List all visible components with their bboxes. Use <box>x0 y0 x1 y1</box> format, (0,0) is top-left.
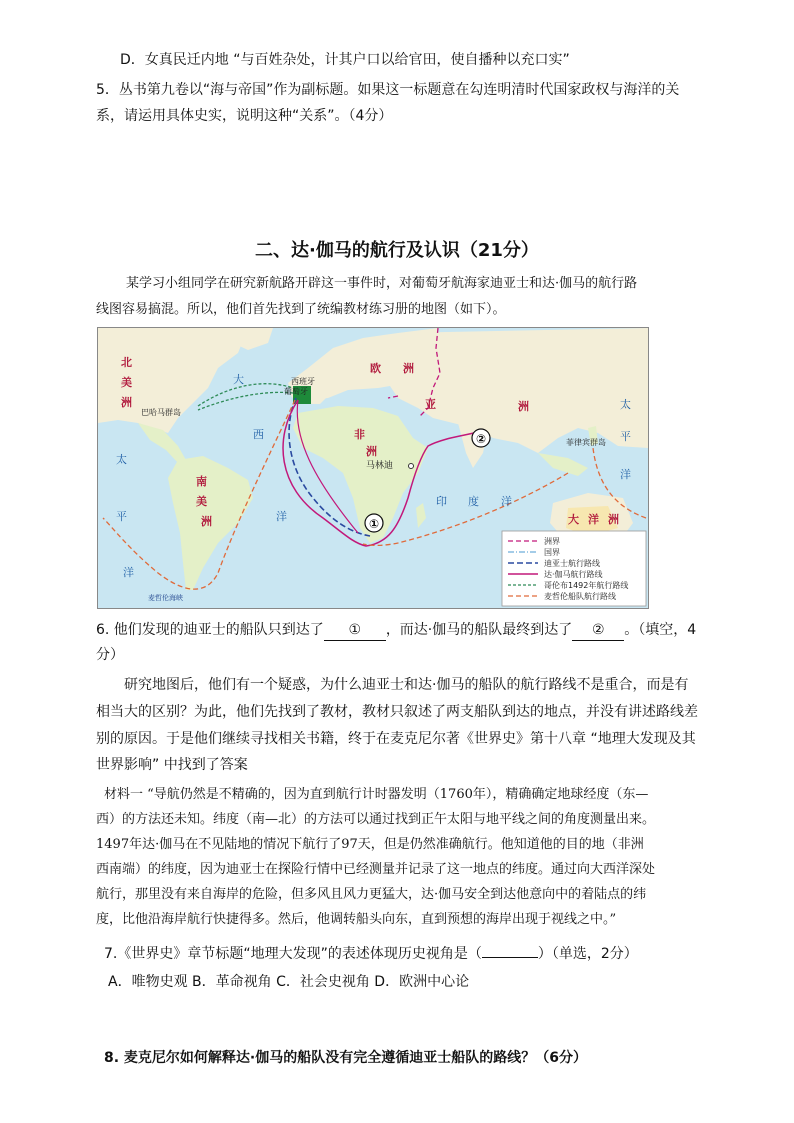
label-bahamas: 巴哈马群岛 <box>141 408 181 417</box>
label-indian-1: 印 <box>436 495 447 508</box>
para-line2: 相当大的区别？为此，他们先找到了教材，教材只叙述了两支船队到达的地点，并没有讲述路线差 <box>96 704 698 720</box>
label-north-america-1: 北 <box>121 356 132 369</box>
material-line1: 材料一 “导航仍然是不精确的，因为直到航行计时器发明（1760年），精确确定地球经度（东— <box>104 787 649 802</box>
q6-blank-2[interactable]: ② <box>572 620 624 641</box>
label-south-america-2: 美 <box>196 495 207 508</box>
material-line6: 度，比他沿海岸航行快捷得多。然后，他调转船头向东，直到预想的海岸出现于视线之中。” <box>96 912 617 927</box>
label-pacific-left-3: 洋 <box>123 566 134 579</box>
question-8: 8. 麦克尼尔如何解释达·伽马的船队没有完全遵循迪亚士船队的路线？（6分） <box>104 1050 587 1066</box>
material-line4: 西南端）的纬度，因为迪亚士在探险行情中已经测量并记录了这一地点的纬度。通过向大西洋深处 <box>96 862 656 877</box>
legend-dias-route: 迪亚士航行路线 <box>544 559 600 568</box>
label-malindi: 马林迪 <box>366 461 394 471</box>
question-6 <box>96 620 696 641</box>
q6-part3: 。（填空，4 <box>624 622 697 638</box>
label-oceania-3: 洲 <box>608 513 619 526</box>
voyage-route-map <box>97 327 649 609</box>
label-indian-2: 度 <box>468 495 479 508</box>
material-line2: 西）的方法还未知。纬度（南—北）的方法可以通过找到正午太阳与地平线之间的角度测量出来。 <box>96 812 656 827</box>
section-title: 二、达·伽马的航行及认识（21分） <box>255 240 539 261</box>
label-pacific-left-1: 太 <box>116 453 127 466</box>
label-south-america-3: 洲 <box>201 515 212 528</box>
para-line4: 世界影响” 中找到了答案 <box>96 757 248 773</box>
q6-part2: ，而达·伽马的船队最终到达了 <box>385 622 573 638</box>
label-south-america-1: 南 <box>196 475 207 488</box>
label-europe-1: 欧 <box>370 362 381 375</box>
intro-line1: 某学习小组同学在研究新航路开辟这一事件时，对葡萄牙航海家迪亚士和达·伽马的航行路 <box>126 276 638 291</box>
q7-stem: 7.《世界史》章节标题“地理大发现”的表述体现历史视角是（ <box>104 946 482 962</box>
question-6-line2: 分） <box>96 647 124 663</box>
q6-part1: 6. 他们发现的迪亚士的船队只到达了 <box>96 622 324 638</box>
marker-1 <box>365 514 383 532</box>
label-asia-1: 亚 <box>425 398 436 411</box>
label-atlantic-1: 大 <box>233 373 244 386</box>
label-atlantic-2: 西 <box>253 428 264 441</box>
label-pacific-right-3: 洋 <box>620 468 631 481</box>
q7-stem-end: ）（单选，2分） <box>537 946 638 962</box>
label-pacific-right-1: 太 <box>620 398 631 411</box>
label-asia-2: 洲 <box>518 400 529 413</box>
map-legend <box>502 531 646 606</box>
label-spain: 西班牙 <box>291 377 315 386</box>
malindi-marker <box>409 464 414 469</box>
q7-answer-blank[interactable] <box>482 957 538 958</box>
q7-options: A．唯物史观 B．革命视角 C．社会史视角 D．欧洲中心论 <box>108 974 470 990</box>
marker-2-label: ② <box>476 432 487 446</box>
label-magellan-strait: 麦哲伦海峡 <box>148 594 183 602</box>
label-africa-2: 洲 <box>366 445 377 458</box>
question-7 <box>104 944 638 964</box>
option-d: D．女真民迁内地 “与百姓杂处，计其户口以给官田，使自播种以充口实” <box>120 52 570 68</box>
legend-national-border: 国界 <box>544 548 560 557</box>
para-line1: 研究地图后，他们有一个疑惑，为什么迪亚士和达·伽马的船队的航行路线不是重合，而是有 <box>124 677 689 693</box>
label-portugal: 葡萄牙 <box>284 387 308 396</box>
legend-columbus-route: 哥伦布1492年航行路线 <box>544 581 629 590</box>
label-north-america-3: 洲 <box>121 396 132 409</box>
label-oceania-2: 洋 <box>588 513 599 526</box>
para-line3: 别的原因。于是他们继续寻找相关书籍，终于在麦克尼尔著《世界史》第十八章 “地理大发现及其 <box>96 731 696 747</box>
material-line5: 航行，那里没有来自海岸的危险，但多风且风力更猛大，达·伽马安全到达他意向中的着陆点的纬 <box>96 887 647 902</box>
legend-gama-route: 达·伽马航行路线 <box>544 570 603 579</box>
marker-1-label: ① <box>369 517 380 531</box>
label-pacific-right-2: 平 <box>620 430 631 443</box>
label-europe-2: 洲 <box>403 362 414 375</box>
material-line3: 1497年达·伽马在不见陆地的情况下航行了97天，但是仍然准确航行。他知道他的目的地（非洲 <box>96 837 644 852</box>
intro-line2: 线图容易搞混。所以，他们首先找到了统编教材练习册的地图（如下）。 <box>96 302 506 317</box>
q6-blank-1[interactable]: ① <box>324 620 386 641</box>
legend-continent-border: 洲界 <box>544 537 560 546</box>
label-africa-1: 非 <box>354 428 365 441</box>
label-atlantic-3: 洋 <box>276 510 287 523</box>
marker-2 <box>472 429 490 447</box>
label-oceania-1: 大 <box>568 513 579 526</box>
question-5-line2: 系，请运用具体史实，说明这种“关系”。（4分） <box>96 108 393 124</box>
legend-magellan-route: 麦哲伦船队航行路线 <box>544 592 616 601</box>
label-philippines: 菲律宾群岛 <box>566 438 606 447</box>
label-north-america-2: 美 <box>121 376 132 389</box>
label-indian-3: 洋 <box>501 495 512 508</box>
question-5-line1: 5．丛书第九卷以“海与帝国”作为副标题。如果这一标题意在勾连明清时代国家政权与海洋的关 <box>96 82 680 98</box>
label-pacific-left-2: 平 <box>116 510 127 523</box>
